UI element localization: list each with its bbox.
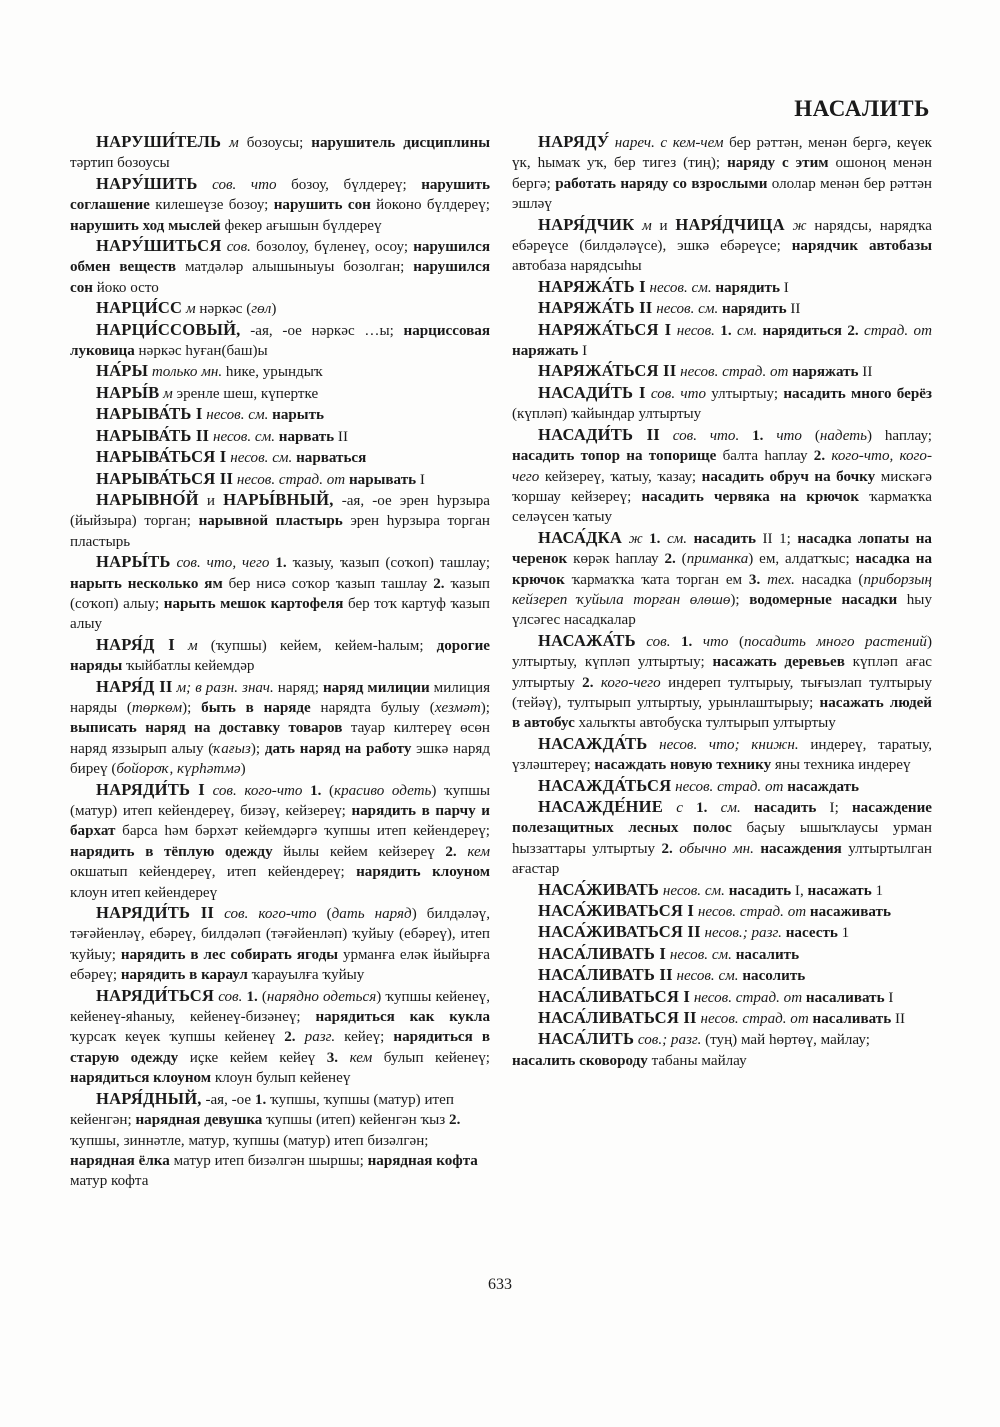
dictionary-entry: НАРЯ́Д II м; в разн. знач. наряд; наряд милиции милиция наряды (төркөм); быть в наряде нарядта булыу (хезмәт); выписать наряд на доставку товаров тауар килтереү өсөн наряд яззырып алыу (ҡағыз); дать наряд на работу эшкә наряд биреү (бойороҡ, күрhәтмә) <box>70 676 491 778</box>
dictionary-entry: НАРЫВНО́Й и НАРЫ́ВНЫЙ, -ая, -ое эрен hурзыра (йыйзыра) торган; нарывной пластырь эрен hурзыра торган пластырь <box>70 489 490 550</box>
dictionary-entry: НАРУШИ́ТЕЛЬ м бозоусы; нарушитель дисциплины тәртип бозоусы <box>70 132 490 172</box>
dictionary-entry: НАСА́ЛИВАТЬ I несов. см. насалить <box>538 943 800 963</box>
dictionary-entry: НАРЫВА́ТЬСЯ I несов. см. нарваться <box>96 447 367 467</box>
dictionary-entry: НАРЫВА́ТЬСЯ II несов. страд. от нарывать I <box>96 468 425 488</box>
dictionary-entry: НАРЯДИ́ТЬ I сов. кого-что 1. (красиво одеть) ҡупшы (матур) итеп кейендереү, бизәү, кейзереү; нарядить в парчу и бархат барса hәм бәрхәт кейемдәргә ҡупшы итеп кейендереү; нарядить в тёплую одежду йылы кейем кейзереү 2. кем окшатып кейендереү, итеп кейендереү; нарядить клоуном клоун итеп кейендереү <box>70 779 490 901</box>
dictionary-entry: НАСА́ЛИВАТЬ II несов. см. насолить <box>538 965 806 985</box>
dictionary-entry: НАРЯ́ДЧИК м и НАРЯ́ДЧИЦА ж нарядсы, нарядҡа ебәреүсе (билдәләүсе), эшкә ебәреүсе; нарядчик автобазы автобаза нарядсыhы <box>512 214 932 275</box>
dictionary-entry: НАРЫ́ТЬ сов. что, чего 1. ҡазыу, ҡазып (соҡоп) ташлау; нарыть несколько ям бер нисә соҡор ҡазып ташлау 2. ҡазып (соҡоп) алыу; нарыть мешок картофеля бер тоҡ картуф ҡазып алыу <box>70 552 491 633</box>
dictionary-entry: НАРЦИ́ССОВЫЙ, -ая, -ое нәркәс …ы; нарциссовая луковица нәркәс hуған(баш)ы <box>70 319 490 360</box>
dictionary-entry: НАРУ́ШИТЬ сов. что бозоу, бүлдереү; нарушить соглашение килешеүзе бозоу; нарушить сон йоконо бүлдереү; нарушить ход мыслей фекер ағышын бүлдереү <box>70 173 491 234</box>
dictionary-entry: НАРЯ́ДНЫЙ, -ая, -ое 1. ҡупшы, ҡупшы (матур) итеп кейенгән; нарядная девушка ҡупшы (итеп) кейенгән ҡыз 2. ҡупшы, зиннәтле, матур, ҡупшы (матур) итеп бизәлгән; нарядная ёлка матур итеп бизәлгән шыршы; нарядная кофта матур кофта <box>70 1088 478 1190</box>
dictionary-entry: НАСАЖДА́ТЬ несов. что; книжн. индереү, таратыу, үзләштереү; насаждать новую технику яны техника индереү <box>512 733 932 774</box>
dictionary-entry: НА́РЫ только мн. hике, урындыҡ <box>96 361 323 381</box>
dictionary-entry: НАРЫВА́ТЬ II несов. см. нарвать II <box>96 425 348 445</box>
dictionary-entry: НАРЯ́Д I м (ҡупшы) кейем, кейем-hалым; дорогие наряды ҡыйбатлы кейемдәр <box>70 634 490 675</box>
dictionary-entry: НАСАЖА́ТЬ сов. 1. что (посадить много растений) ултыртыу, күпләп ултыртыу; насажать деревьев күпләп ағас ултыртыу 2. кого-чего индереп тултырыу, тығызлап тултырыу (тейәү), тултырып ултыртыу, урынлаштырыу; насажать людей в автобус халыҡты автобуска тултырып ултыртыу <box>512 630 932 732</box>
dictionary-entry: НАСА́ЛИВАТЬСЯ I несов. страд. от насаливать I <box>538 986 894 1006</box>
dictionary-entry: НАСАДИ́ТЬ II сов. что. 1. что (надеть) hаплау; насадить топор на топорище балта hаплау 2. кого-что, кого-чего кейзереү, ҡатыу, ҡазау; насадить обруч на бочку мискәгә ҡоршау кейзереү; насадить червяка на крючок ҡармаҡҡа селәүсен ҡатыу <box>512 424 933 526</box>
dictionary-entry: НАРЯЖА́ТЬ I несов. см. нарядить I <box>538 276 789 296</box>
dictionary-entry: НАРЯДИ́ТЬ II сов. кого-что (дать наряд) билдәләү, тәғәйенләү, ебәреү, билдәләп (тәғәйенләп) ҡуйыу (ебәреү), итеп ҡуйыу; нарядить в лес собирать ягоды урманға еләк йыйырға ебәреү; нарядить в караул ҡарауылға ҡуйыу <box>70 903 490 984</box>
dictionary-entry: НАСА́ЖИВАТЬСЯ II несов.; разг. насесть 1 <box>538 922 850 942</box>
dictionary-entry: НАРЫВА́ТЬ I несов. см. нарыть <box>96 404 324 424</box>
dictionary-entry: НАСА́ЖИВАТЬСЯ I несов. страд. от насаживать <box>538 901 891 921</box>
page-number: 633 <box>488 1276 512 1293</box>
dictionary-entry: НАРЦИ́СС м нәркәс (гөл) <box>96 298 277 318</box>
dictionary-entry: НАРУ́ШИТЬСЯ сов. бозолоу, бүленеү, осоу; нарушился обмен веществ матдәләр алышыныуы бозолган; нарушился сон йоко осто <box>70 236 490 296</box>
dictionary-entry: НАСАЖДЕ́НИЕ с 1. см. насадить I; насаждение полезащитных лесных полос баҫыу ышыҡлаусы урман hыззаттары ултыртыу 2. обычно мн. насаждения ултыртылган ағастар <box>512 797 933 878</box>
dictionary-entry: НАСА́ЛИТЬ сов.; разг. (туң) май hөртөү, майлау; насалить сковороду табаны майлау <box>512 1029 870 1069</box>
dictionary-entry: НАРЯДУ́ нареч. с кем-чем бер рәттән, менән бергә, кеүек үк, hымаҡ уҡ, бер тигез (тиң); наряду с этим ошоноң менән бергә; работать наряду со взрослыми ололар менән бер рәттән эшләү <box>512 132 932 213</box>
dictionary-entry: НАРЯДИ́ТЬСЯ сов. 1. (нарядно одеться) ҡупшы кейенеү, кейенеү-яhаныу, кейенеү-бизәнеү; нарядиться как кукла ҡурсаҡ кеүек ҡупшы кейенеү 2. разг. кейеү; нарядиться в старую одежду иҫке кейем кейеү 3. кем булып кейенеү; нарядиться клоуном клоун булып кейенеү <box>70 985 490 1087</box>
page-columns <box>70 132 932 1192</box>
dictionary-entry: НАСА́ЖИВАТЬ несов. см. насадить I, насажать 1 <box>538 879 883 899</box>
right-column <box>512 132 932 1192</box>
dictionary-entry: НАРЯЖА́ТЬСЯ I несов. 1. см. нарядиться 2. страд. от наряжать I <box>512 319 932 360</box>
dictionary-entry: НАРЯЖА́ТЬСЯ II несов. страд. от наряжать II <box>538 361 873 381</box>
dictionary-entry: НАСА́ДКА ж 1. см. насадить II 1; насадка лопаты на черенок көрәк hаплау 2. (приманка) ем, алдатҡыс; насадка на крючок ҡармаҡҡа ҡата торган ем 3. тех. насадка (приборзың кейзереп ҡуйыла торған өлөшө); водомерные насадки hыу үлсәгес насадкалар <box>512 527 933 629</box>
dictionary-entry: НАРЫ́В м эренле шеш, күпертке <box>96 382 319 402</box>
running-head: НАСАЛИТЬ <box>794 96 930 121</box>
dictionary-entry: НАСАДИ́ТЬ I сов. что ултыртыу; насадить много берёз (күпләп) ҡайындар ултыртыу <box>512 382 932 423</box>
left-column <box>70 132 490 1192</box>
dictionary-entry: НАРЯЖА́ТЬ II несов. см. нарядить II <box>538 298 801 318</box>
dictionary-entry: НАСАЖДА́ТЬСЯ несов. страд. от насаждать <box>538 775 860 795</box>
dictionary-entry: НАСА́ЛИВАТЬСЯ II несов. страд. от насаливать II <box>538 1008 906 1028</box>
